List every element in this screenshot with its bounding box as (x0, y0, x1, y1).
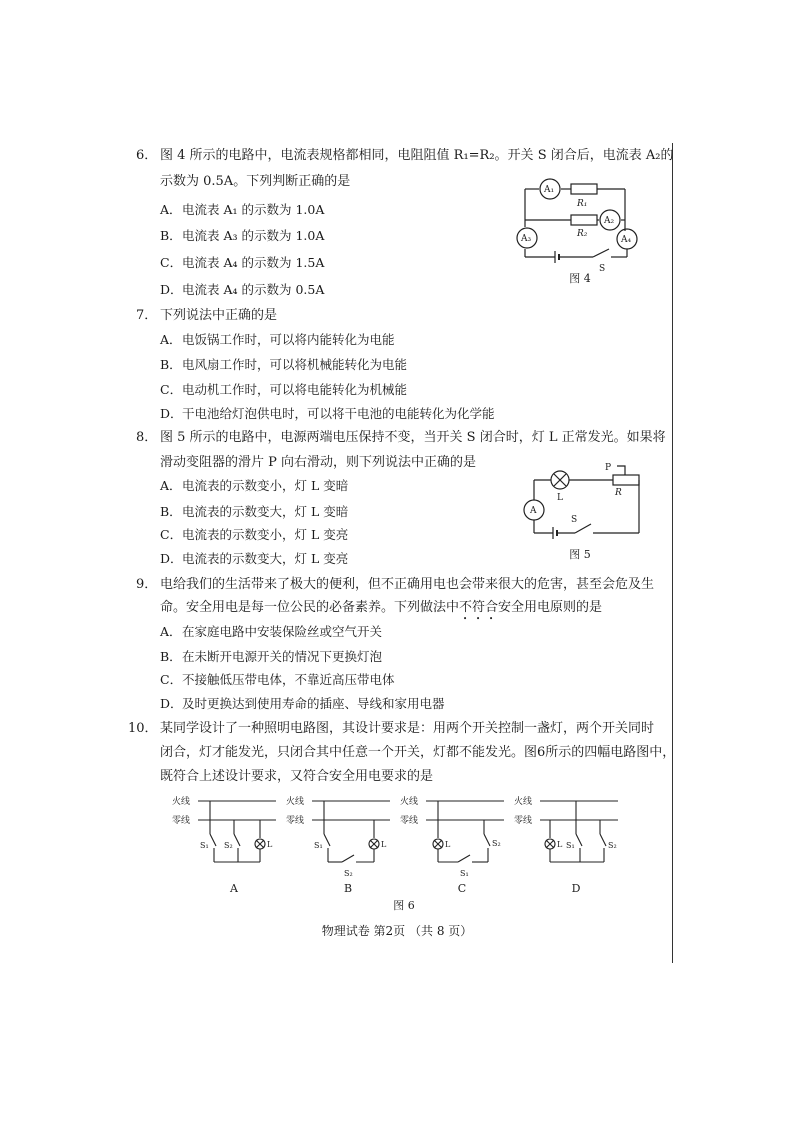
circuit-d-s2: S₂ (608, 841, 617, 850)
figure-6-circuits (168, 792, 628, 902)
circuit-a-neutral-label: 零线 (172, 816, 191, 826)
q7-number: 7． (136, 308, 158, 323)
fig4-a3-label: A₃ (521, 234, 532, 244)
q6-option-a: A．电流表 A₁ 的示数为 1.0A (160, 202, 325, 217)
circuit-a-live-label: 火线 (172, 797, 191, 807)
fig5-l-label: L (557, 493, 563, 503)
circuit-b-neutral-label: 零线 (286, 816, 305, 826)
q9-line2: 命。安全用电是每一位公民的必备素养。下列做法中不符合安全用电原则的是 (160, 600, 603, 615)
fig4-r1-label: R₁ (577, 199, 588, 209)
q6-line2: 示数为 0.5A。下列判断正确的是 (160, 174, 351, 189)
q7-option-d: D．干电池给灯泡供电时，可以将干电池的电能转化为化学能 (160, 406, 495, 421)
margin-rule (672, 143, 673, 963)
fig4-a4-label: A₄ (621, 235, 632, 245)
q7-option-c: C．电动机工作时，可以将电能转化为机械能 (160, 382, 408, 397)
q9-option-a: A．在家庭电路中安装保险丝或空气开关 (160, 624, 383, 639)
circuit-b-s2: S₂ (344, 869, 353, 878)
circuit-a-s1: S₁ (200, 841, 209, 850)
q6-option-b: B．电流表 A₃ 的示数为 1.0A (160, 228, 325, 243)
figure-6-caption: 图 6 (393, 899, 415, 912)
q10-line1: 10． 某同学设计了一种照明电路图，其设计要求是：用两个开关控制一盏灯，两个开关同时 (128, 717, 654, 741)
figure-5-caption: 图 5 (569, 548, 591, 561)
q7-option-a: A．电饭锅工作时，可以将内能转化为电能 (160, 332, 395, 347)
q10-number: 10． (128, 721, 158, 736)
q6-number: 6． (136, 148, 158, 163)
fig5-r-label: R (615, 488, 622, 498)
q8-line2: 滑动变阻器的滑片 P 向右滑动，则下列说法中正确的是 (160, 455, 477, 470)
fig4-s-label: S (599, 264, 606, 274)
circuit-c-label: C (457, 882, 467, 895)
figure-5-circuit (515, 458, 645, 548)
q8-option-d: D．电流表的示数变大，灯 L 变亮 (160, 551, 349, 566)
q9-option-c: C．不接触低压带电体，不靠近高压带电体 (160, 672, 395, 687)
fig5-p-label: P (605, 463, 612, 473)
figure-4-circuit (515, 175, 645, 285)
circuit-d-neutral-label: 零线 (514, 816, 533, 826)
circuit-a-label: A (230, 882, 238, 895)
q9-emphasis: 不符合 (459, 600, 499, 615)
q6-option-d: D．电流表 A₄ 的示数为 0.5A (160, 282, 325, 297)
fig4-a1-label: A₁ (544, 185, 555, 195)
circuit-d-live-label: 火线 (514, 797, 533, 807)
circuit-d-l: L (557, 840, 563, 849)
q10-line3: 既符合上述设计要求，又符合安全用电要求的是 (160, 769, 434, 784)
q9-line1: 9． 电给我们的生活带来了极大的便利，但不正确用电也会带来很大的危害，甚至会危及生 (136, 573, 654, 597)
page-footer: 物理试卷 第2页 （共 8 页） (321, 924, 473, 938)
figure-4-caption: 图 4 (569, 272, 591, 285)
fig5-s-label: S (571, 515, 578, 525)
circuit-b-live-label: 火线 (286, 797, 305, 807)
fig4-a2-label: A₂ (604, 216, 615, 226)
circuit-b-l: L (381, 840, 387, 849)
circuit-a-s2: S₂ (224, 841, 233, 850)
circuit-d-label: D (571, 882, 581, 895)
circuit-c-l: L (445, 840, 451, 849)
q8-number: 8． (136, 430, 158, 445)
circuit-d-s1: S₁ (566, 841, 575, 850)
circuit-c-s1: S₁ (460, 869, 469, 878)
fig4-r2-label: R₂ (577, 229, 588, 239)
circuit-a-l: L (267, 840, 273, 849)
circuit-b-s1: S₁ (314, 841, 323, 850)
q7-option-b: B．电风扇工作时，可以将机械能转化为电能 (160, 357, 408, 372)
circuit-c-s2: S₂ (492, 839, 501, 848)
q9-number: 9． (136, 577, 158, 592)
q7-stem: 7． 下列说法中正确的是 (136, 304, 277, 328)
q6-option-c: C．电流表 A₄ 的示数为 1.5A (160, 255, 325, 270)
fig5-a-label: A (530, 506, 537, 516)
circuit-c-live-label: 火线 (400, 797, 419, 807)
q6-line1: 6． 图 4 所示的电路中，电流表规格都相同，电阻阻值 R₁=R₂。开关 S 闭合后，电流表 A₂的 (136, 144, 673, 168)
q8-option-c: C．电流表的示数变小，灯 L 变亮 (160, 527, 349, 542)
q8-line1: 8． 图 5 所示的电路中，电源两端电压保持不变，当开关 S 闭合时，灯 L 正常发光。如果将 (136, 426, 666, 450)
circuit-b-label: B (343, 882, 353, 895)
q10-line2: 闭合，灯才能发光，只闭合其中任意一个开关，灯都不能发光。图6所示的四幅电路图中， (160, 745, 676, 760)
q9-option-d: D．及时更换达到使用寿命的插座、导线和家用电器 (160, 696, 445, 711)
circuit-c-neutral-label: 零线 (400, 816, 419, 826)
q8-option-a: A．电流表的示数变小，灯 L 变暗 (160, 478, 349, 493)
q9-option-b: B．在未断开电源开关的情况下更换灯泡 (160, 649, 383, 664)
q8-option-b: B．电流表的示数变大，灯 L 变暗 (160, 504, 349, 519)
